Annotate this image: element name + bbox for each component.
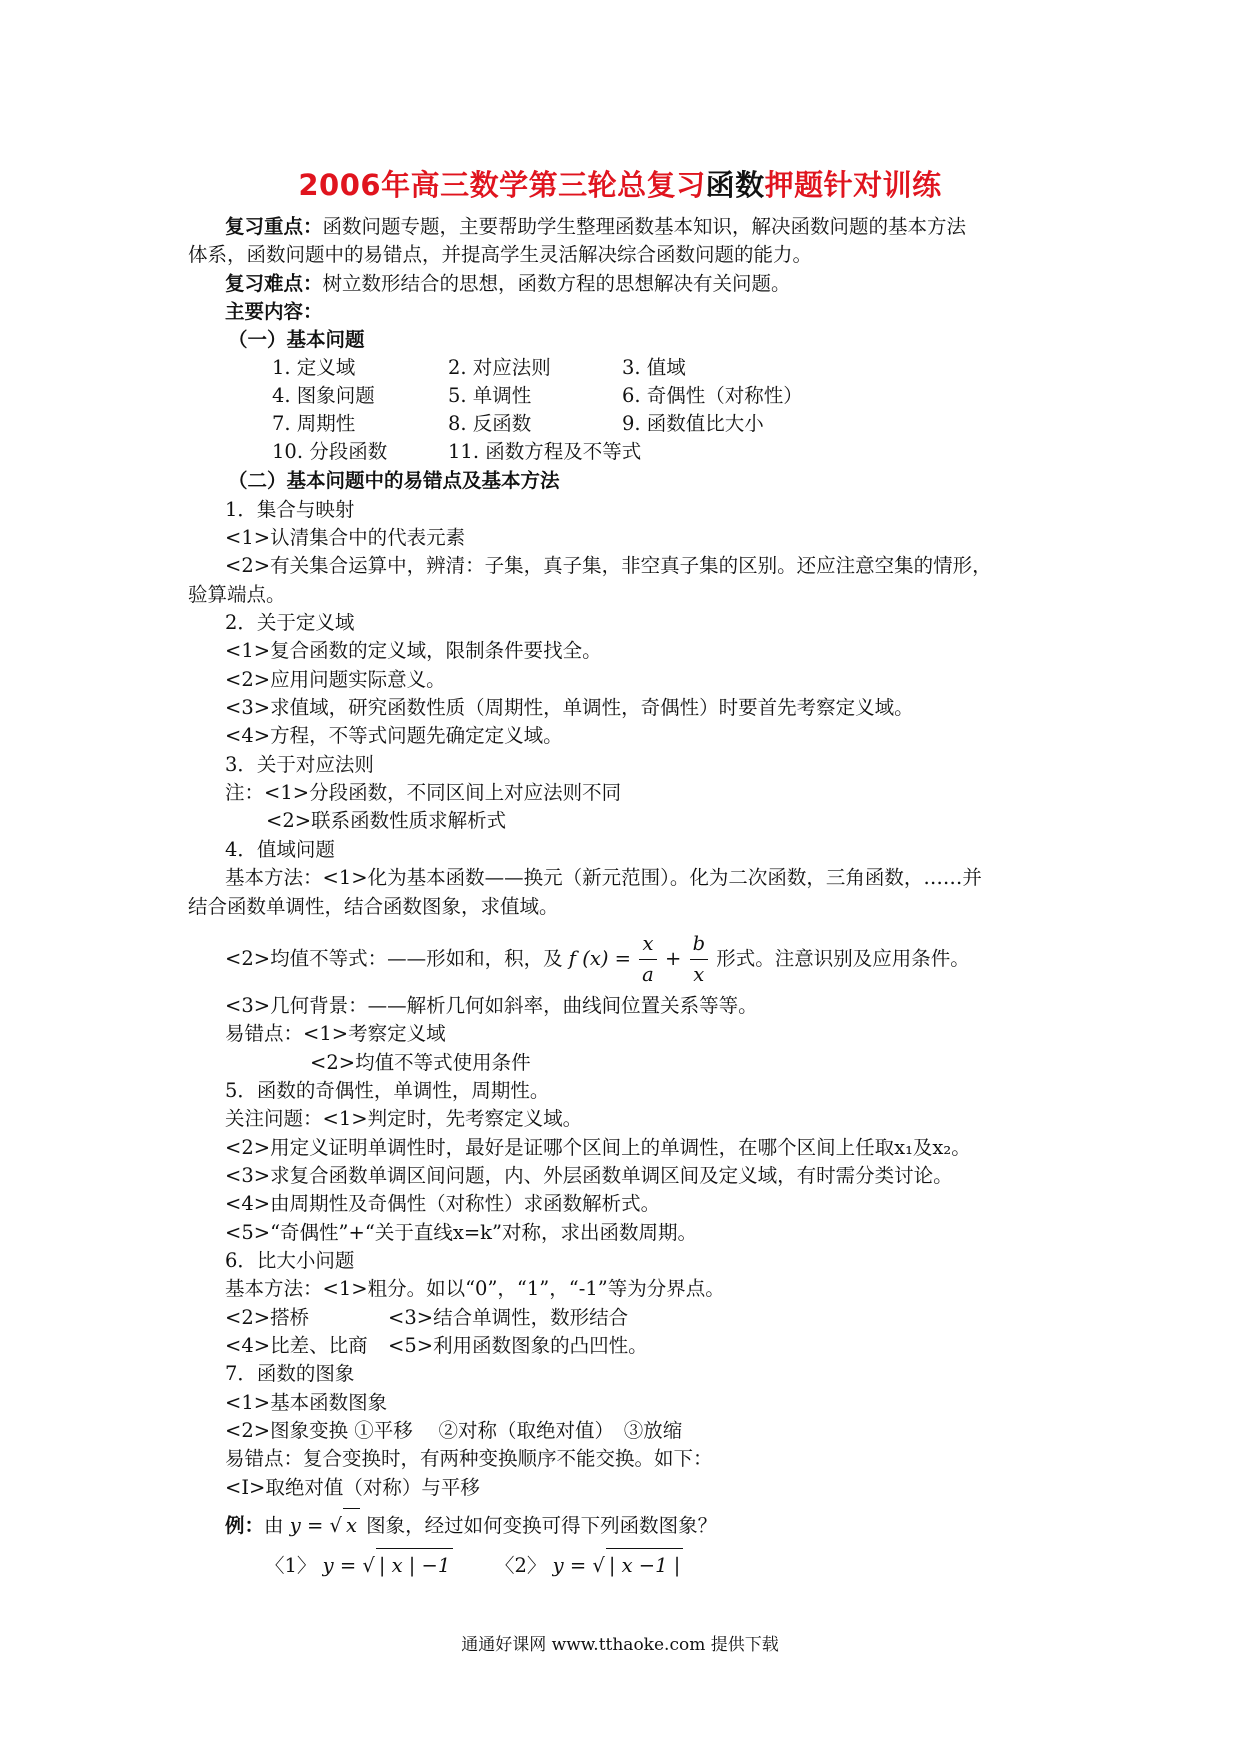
grid-item: 6. 奇偶性（对称性）: [622, 384, 803, 407]
text-line: 6．比大小问题: [225, 1249, 355, 1272]
text-line: <2>有关集合运算中，辨清：子集，真子集，非空真子集的区别。还应注意空集的情形，: [225, 554, 992, 577]
text-line: <5>“奇偶性”+“关于直线x=k”对称，求出函数周期。: [225, 1221, 697, 1244]
sqrt-icon: √: [592, 1554, 605, 1577]
page-title: [0, 163, 1240, 204]
text-line: 易错点：复合变换时，有两种变换顺序不能交换。如下：: [225, 1447, 713, 1470]
text-line: <4>由周期性及奇偶性（对称性）求函数解析式。: [225, 1192, 661, 1215]
grid-item: 7. 周期性: [272, 412, 356, 435]
text-line: 验算端点。: [188, 583, 286, 606]
text-line: <1>复合函数的定义域，限制条件要找全。: [225, 639, 602, 662]
text-line: <1>基本函数图象: [225, 1391, 388, 1414]
text-line: 3．关于对应法则: [225, 753, 374, 776]
text-line: <2>搭桥: [225, 1306, 310, 1329]
section1-heading: （一）基本问题: [228, 328, 365, 351]
section2-heading: （二）基本问题中的易错点及基本方法: [228, 469, 560, 492]
title-part3: 押题针对训练: [764, 168, 942, 202]
grid-item: 3. 值域: [622, 356, 686, 379]
title-part1: 2006年高三数学第三轮总复习: [298, 168, 706, 202]
mean-inequality-line: <2>均值不等式：——形如和，积，及 f (x) = $\frac{x}{a}$ + $\frac{b}{x}$ 形式。注意识别及应用条件。: [225, 928, 970, 990]
fraction-x-over-a: $\frac{x}{a}$: [639, 929, 657, 990]
fraction-b-over-x: $\frac{b}{x}$: [690, 929, 708, 990]
text-line: <5>利用函数图象的凸凹性。: [388, 1334, 648, 1357]
grid-item: 9. 函数值比大小: [622, 412, 764, 435]
sqrt-icon: √: [362, 1554, 375, 1577]
grid-item: 10. 分段函数: [272, 440, 388, 463]
text-line: <1>认清集合中的代表元素: [225, 526, 466, 549]
text-line: 5．函数的奇偶性，单调性，周期性。: [225, 1079, 550, 1102]
formula-f: f (x) =: [568, 947, 631, 970]
example-sub-1: 〈1〉 y = √ | x | −1: [265, 1548, 453, 1583]
text-line: <3>求复合函数单调区间问题，内、外层函数单调区间及定义域，有时需分类讨论。: [225, 1164, 953, 1187]
text-line: 结合函数单调性，结合函数图象，求值域。: [188, 895, 559, 918]
sqrt-icon: √: [329, 1514, 342, 1537]
text-line: 2．关于定义域: [225, 611, 355, 634]
text-line: 注：<1>分段函数，不同区间上对应法则不同: [225, 781, 622, 804]
text-line: 关注问题：<1>判定时，先考察定义域。: [225, 1107, 583, 1130]
text-line: <2>图象变换 ①平移 ②对称（取绝对值） ③放缩: [225, 1419, 683, 1442]
text-line: 基本方法：<1>粗分。如以“0”，“1”，“-1”等为分界点。: [225, 1277, 725, 1300]
grid-item: 11. 函数方程及不等式: [448, 440, 642, 463]
text-line: <3>结合单调性，数形结合: [388, 1306, 629, 1329]
text-line: <4>方程，不等式问题先确定定义域。: [225, 724, 563, 747]
key-points-line2: 体系，函数问题中的易错点，并提高学生灵活解决综合函数问题的能力。: [188, 243, 813, 266]
text-line: 4．值域问题: [225, 838, 335, 861]
grid-item: 4. 图象问题: [272, 384, 375, 407]
text-line: 7．函数的图象: [225, 1362, 355, 1385]
example-sub-2: 〈2〉 y = √ | x −1 |: [495, 1548, 683, 1583]
text-line: <I>取绝对值（对称）与平移: [225, 1476, 480, 1499]
text-line: <3>几何背景：——解析几何如斜率，曲线间位置关系等等。: [225, 994, 758, 1017]
key-points-line1: 复习重点：函数问题专题，主要帮助学生整理函数基本知识，解决函数问题的基本方法: [225, 215, 967, 238]
text-line: <2>均值不等式使用条件: [310, 1051, 531, 1074]
grid-item: 2. 对应法则: [448, 356, 551, 379]
text-line: <2>联系函数性质求解析式: [266, 809, 507, 832]
grid-item: 8. 反函数: [448, 412, 532, 435]
text-line: <4>比差、比商: [225, 1334, 368, 1357]
text-line: <2>用定义证明单调性时，最好是证哪个区间上的单调性，在哪个区间上任取x₁及x₂。: [225, 1136, 971, 1159]
example-line: 例：由 y = √ x 图象，经过如何变换可得下列函数图象？: [225, 1508, 717, 1543]
title-part2: 函数: [705, 168, 765, 202]
difficulties-line: 复习难点：树立数形结合的思想，函数方程的思想解决有关问题。: [225, 272, 791, 295]
text-line: 1．集合与映射: [225, 498, 355, 521]
grid-item: 1. 定义域: [272, 356, 356, 379]
grid-item: 5. 单调性: [448, 384, 532, 407]
main-content-label: 主要内容：: [225, 300, 323, 323]
text-line: 易错点：<1>考察定义域: [225, 1022, 446, 1045]
text-line: 基本方法：<1>化为基本函数——换元（新元范围）。化为二次函数，三角函数，……并: [225, 866, 982, 889]
text-line: <2>应用问题实际意义。: [225, 668, 446, 691]
text-line: <3>求值域，研究函数性质（周期性，单调性，奇偶性）时要首先考察定义域。: [225, 696, 914, 719]
page-footer: 通通好课网 www.tthaoke.com 提供下载: [461, 1635, 779, 1655]
